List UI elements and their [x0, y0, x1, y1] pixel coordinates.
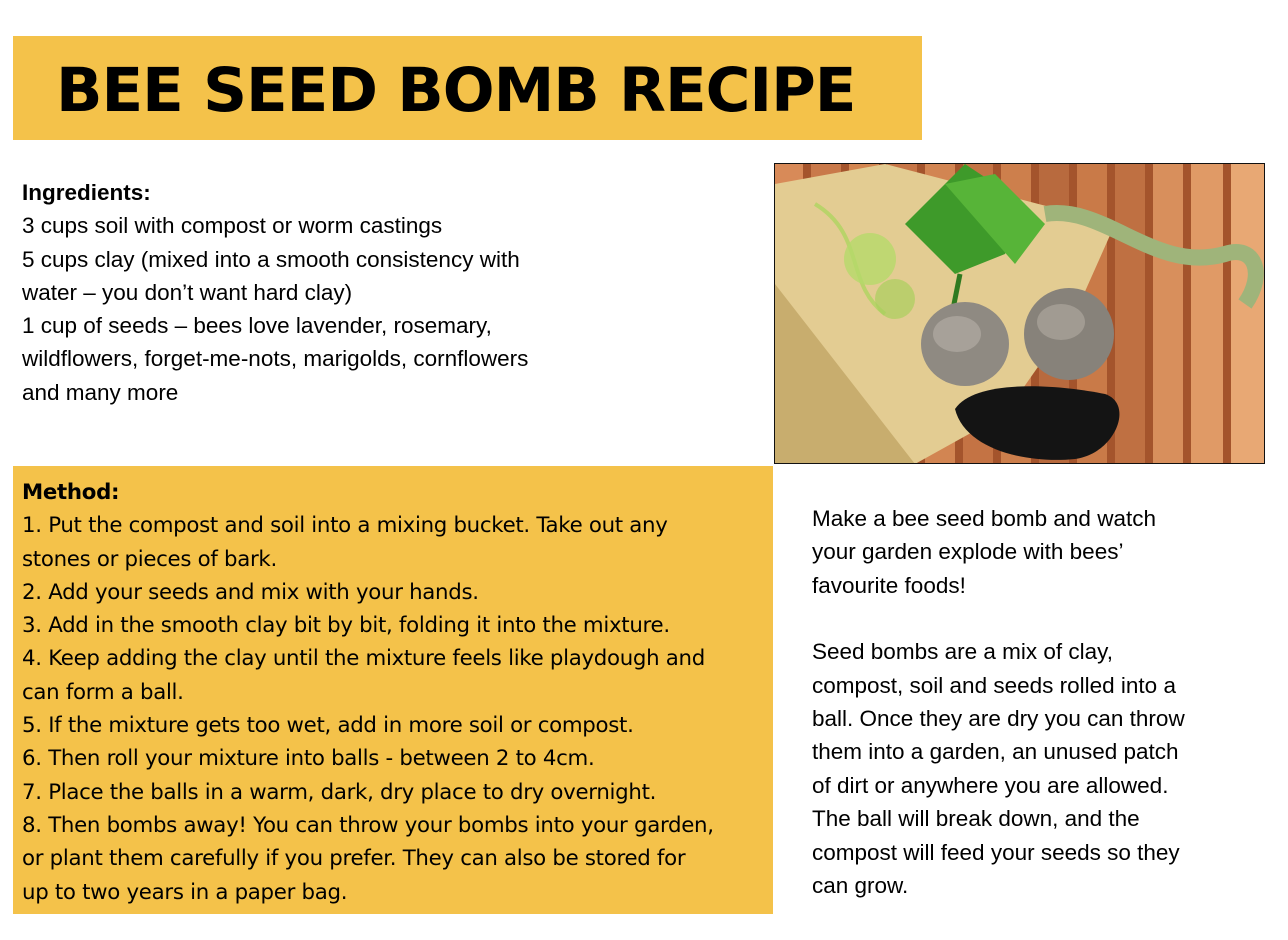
- method-line: 8. Then bombs away! You can throw your bombs into your garden,: [22, 812, 714, 838]
- ingredient-line: and many more: [22, 379, 179, 405]
- method-line: 2. Add your seeds and mix with your hands.: [22, 579, 479, 605]
- method-line: 7. Place the balls in a warm, dark, dry place to dry overnight.: [22, 779, 657, 805]
- intro-line: compost, soil and seeds rolled into a: [812, 672, 1176, 698]
- ingredient-line: 5 cups clay (mixed into a smooth consistency with: [22, 246, 520, 272]
- method-line: 6. Then roll your mixture into balls - between 2 to 4cm.: [22, 746, 595, 772]
- method-line: 3. Add in the smooth clay bit by bit, folding it into the mixture.: [22, 613, 670, 639]
- ingredient-line: wildflowers, forget-me-nots, marigolds, cornflowers: [22, 346, 529, 372]
- seed-bomb-illustration: [775, 164, 1265, 464]
- intro-line: Make a bee seed bomb and watch: [812, 506, 1156, 531]
- paragraph-gap: [812, 602, 1262, 635]
- method-line: 5. If the mixture gets too wet, add in more soil or compost.: [22, 713, 634, 739]
- method-line: or plant them carefully if you prefer. They can also be stored for: [22, 846, 686, 872]
- intro-line: compost will feed your seeds so they: [812, 839, 1180, 865]
- ingredient-line: water – you don’t want hard clay): [22, 279, 353, 305]
- method-line: 1. Put the compost and soil into a mixing bucket. Take out any: [22, 513, 668, 539]
- seed-bomb-photo: [774, 163, 1265, 464]
- ingredients-section: [22, 176, 622, 409]
- ingredients-heading: Ingredients:: [22, 180, 151, 205]
- ingredient-line: 3 cups soil with compost or worm castings: [22, 213, 443, 239]
- intro-line: of dirt or anywhere you are allowed.: [812, 772, 1169, 798]
- intro-line: your garden explode with bees’: [812, 539, 1124, 565]
- page-title: BEE SEED BOMB RECIPE: [56, 55, 856, 126]
- method-line: can form a ball.: [22, 679, 184, 705]
- intro-text: [812, 502, 1262, 902]
- intro-line: can grow.: [812, 873, 909, 899]
- method-line: stones or pieces of bark.: [22, 546, 277, 572]
- ingredient-line: 1 cup of seeds – bees love lavender, rosemary,: [22, 313, 492, 339]
- method-line: 4. Keep adding the clay until the mixture feels like playdough and: [22, 646, 705, 672]
- intro-line: favourite foods!: [812, 572, 966, 598]
- intro-line: them into a garden, an unused patch: [812, 739, 1179, 765]
- intro-line: Seed bombs are a mix of clay,: [812, 639, 1113, 665]
- method-line: up to two years in a paper bag.: [22, 879, 348, 905]
- method-section: [22, 476, 782, 909]
- intro-line: The ball will break down, and the: [812, 806, 1140, 832]
- intro-line: ball. Once they are dry you can throw: [812, 706, 1185, 732]
- method-heading: Method:: [22, 480, 120, 505]
